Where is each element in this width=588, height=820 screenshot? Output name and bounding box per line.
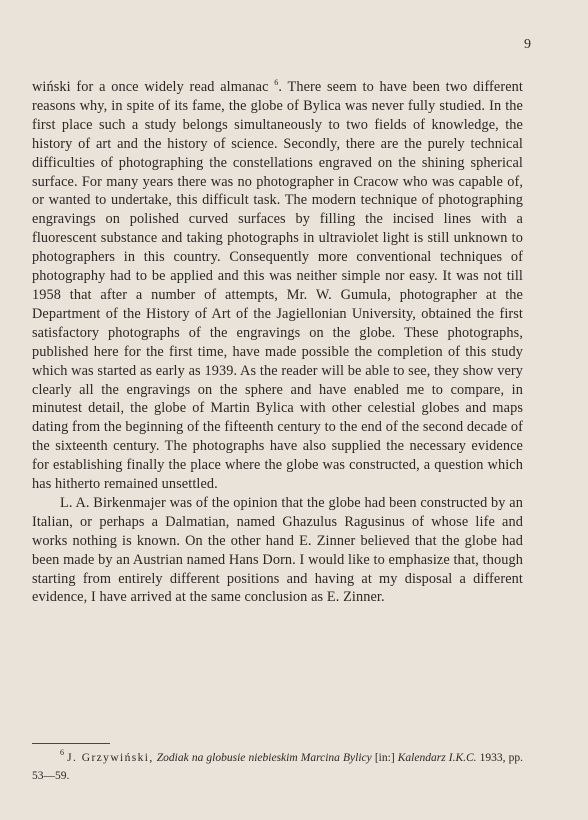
footnote-source: Kalendarz I.K.C. (397, 752, 477, 764)
paragraph-1-start: wiński for a once widely read almanac (32, 79, 269, 95)
paragraph-2: L. A. Birkenmajer was of the opinion that the globe had been constructed by an Italian, or perhaps a Dalmatian, named Ghazulus Ragusinus of whose life and works nothing is known. On the other hand E. Zinner believed that the globe had been made by an Austrian named Hans Dorn. I would like to emphasize that, though starting from entirely different positions and having at my disposal a different evidence, I have arrived at the same conclusion as E. Zinner. (32, 494, 523, 606)
footnote (32, 749, 523, 785)
footnote-author: J. Grzywiński, (67, 752, 154, 764)
paragraph-1 (32, 78, 523, 494)
footnote-divider (32, 743, 110, 744)
footnote-title: Zodiak na globusie niebieskim Marcina Bylicy (156, 752, 372, 764)
footnote-reference: 6 (274, 78, 279, 87)
footnote-in: [in:] (374, 752, 395, 764)
page-number: 9 (524, 37, 531, 52)
body-text (32, 78, 523, 607)
footnote-pages: 1933, pp. 53—59. (32, 752, 523, 782)
paragraph-1-rest: . There seem to have been two different reasons why, in spite of its fame, the globe of Bylica was never fully studied. In the first place such a study belongs simultaneously to two fields of knowledge, the history of art and the history of science. Secondly, there are the purely technical difficulties of photographing the constellations engraved on the shining spherical surface. For many years there was no photographer in Cracow who was capable of, or wanted to undertake, this difficult task. The modern technique of photographing engravings on polished curved surfaces by filling the incised lines with a fluorescent substance and taking photographs in ultraviolet light is still unknown to photographers in this country. Consequently more conventional techniques of photography had to be applied and this was neither simple nor easy. It was not till 1958 that after a number of attempts, Mr. W. Gumula, photographer at the Department of the History of Art of the Jagiellonian University, obtained the first satisfactory photographs of the engravings on the globe. These photographs, published here for the first time, have made possible the completion of this study which was started as early as 1939. As the reader will be able to see, they show very clearly all the engravings on the sphere and have enabled me to compare, in minutest detail, the globe of Martin Bylica with other celestial globes and maps dating from the beginning of the fifteenth century to the end of the second decade of the sixteenth century. The photographs have also supplied the necessary evidence for establishing finally the place where the globe was constructed, a question which has hitherto remained unsettled. (32, 79, 523, 493)
footnote-number: 6 (60, 748, 64, 757)
